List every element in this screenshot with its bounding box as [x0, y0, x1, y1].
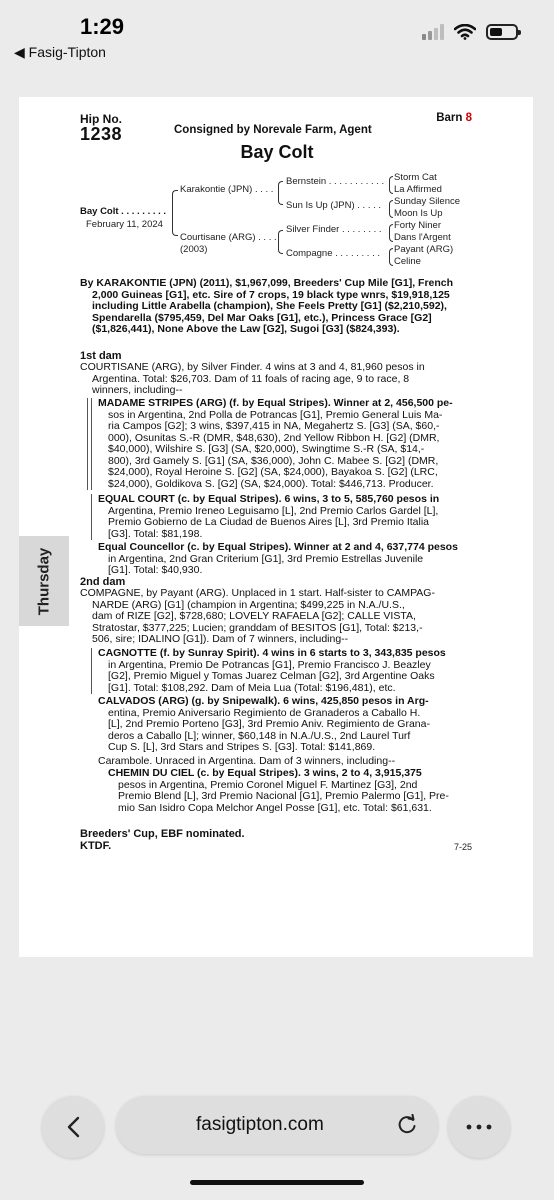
page-code: 7-25 [453, 842, 472, 852]
hip-label: Hip No. [80, 112, 122, 126]
offspring-bar [91, 398, 92, 490]
ktdf-note: KTDF. [80, 840, 112, 852]
offspring-carambole: Carambole. Unraced in Argentina. Dam of 3 winners, including-- [98, 755, 396, 767]
offspring-madame-stripes [98, 398, 475, 490]
text-line: Premio Gobierno de La Ciudad de Buenos Aires [L], 3rd Premio Italia [108, 516, 430, 528]
offspring-bar [87, 398, 88, 490]
chevron-left-icon [66, 1116, 80, 1138]
sire-summary [80, 278, 475, 336]
pedigree-brace [389, 176, 393, 194]
pedigree-sire-dam: Sun Is Up (JPN) . . . . . [286, 200, 382, 211]
pedigree-sire: Karakontie (JPN) . . . . [180, 184, 274, 195]
text-line: entina, Premio Aniversario Regimiento de Granaderos a Caballo H. [108, 706, 421, 719]
back-button[interactable] [42, 1096, 104, 1158]
text-line: Premio Blend [L], 3rd Premio Nacional [G1], Premio Palermo [G1], Pre- [118, 790, 449, 802]
text-line: in Argentina, 2nd Gran Criterium [G1], 3rd Premio Estrellas Juvenile [108, 552, 424, 565]
battery-icon [486, 24, 518, 40]
day-tab [19, 536, 69, 626]
back-to-app-link[interactable]: ◀ Fasig-Tipton [14, 44, 106, 60]
text-line: MADAME STRIPES (ARG) (f. by Equal Stripes). Winner at 2, 456,500 pe- [98, 397, 453, 409]
text-line: Cup S. [L], 3rd Stars and Stripes S. [G3]. Total: $141,869. [108, 741, 376, 753]
pedigree-ancestor: Sunday Silence [394, 196, 461, 207]
text-line: $40,000), Wilshire S. [G3] (SA, $20,000), Swingtime S.-R (SA, $14,- [108, 443, 425, 455]
text-line: Equal Councellor (c. by Equal Stripes). Winner at 2 and 4, 637,774 pesos [98, 541, 458, 553]
offspring-bar [91, 494, 92, 540]
offspring-chemin-du-ciel [108, 768, 475, 814]
text-line: EQUAL COURT (c. by Equal Stripes). 6 wins, 3 to 5, 585,760 pesos in [98, 493, 440, 505]
offspring-bar [91, 648, 92, 694]
sire-line: 2,000 Guineas [G1], etc. Sire of 7 crops, 19 black type wnrs, $19,918,125 [92, 288, 450, 301]
address-bar[interactable] [116, 1096, 438, 1154]
text-line: COMPAGNE, by Payant (ARG). Unplaced in 1 start. Half-sister to CAMPAG- [80, 587, 435, 599]
pedigree-brace [389, 248, 393, 266]
barn-label: Barn [436, 112, 463, 124]
text-line: ria Campos [G2]; 3 wins, $397,415 in NA, Megahertz S. [G3] (SA, $60,- [108, 420, 440, 432]
text-line: COURTISANE (ARG), by Silver Finder. 4 wins at 3 and 4, 81,960 pesos in [80, 361, 425, 373]
status-bar [0, 0, 554, 70]
first-dam-heading: 1st dam [80, 350, 122, 362]
pedigree-brace [278, 181, 283, 205]
more-button[interactable] [448, 1096, 510, 1158]
text-line: $24,000), Royal Heroine S. [G2] (SA, $24,000), Bayakoa S. [G2] (LRC, [108, 466, 438, 478]
hip-number: 1238 [80, 124, 123, 144]
pedigree-brace [389, 224, 393, 242]
browser-toolbar [0, 1080, 554, 1170]
barn [436, 112, 472, 124]
pedigree-dam-sire: Silver Finder . . . . . . . . [286, 224, 382, 235]
sire-line: including Little Arabella (champion), She Feels Pretty [G1] ($2,210,592), [92, 300, 447, 312]
second-dam-heading: 2nd dam [80, 576, 126, 588]
text-line: winners, including-- [92, 384, 183, 396]
pedigree-sire-sire: Bernstein . . . . . . . . . . . [286, 176, 385, 187]
text-line: [G3]. Total: $81,198. [108, 527, 203, 540]
home-indicator[interactable] [190, 1180, 364, 1185]
status-icons [422, 24, 518, 40]
pedigree-subject: Bay Colt . . . . . . . . . [80, 206, 167, 217]
text-line: Argentina, Premio Ireneo Leguisamo [L], 2nd Premio Carlos Gardel [L], [108, 504, 439, 517]
second-dam-intro [80, 588, 475, 646]
offspring-calvados [98, 696, 475, 754]
text-line: $24,000), Goldikova S. [G2] (SA, $24,000). Total: $446,713. Producer. [108, 477, 434, 490]
url-text[interactable]: fasigtipton.com [196, 1114, 324, 1135]
text-line: CALVADOS (ARG) (g. by Snipewalk). 6 wins, 425,850 pesos in Arg- [98, 695, 429, 707]
pedigree-brace [278, 230, 283, 254]
text-line: 800), 3rd Gamely S. [G1] (SA, $36,000), John C. Mabee S. [G2] (DMR, [108, 454, 439, 467]
text-line: [G1]. Total: $108,292. Dam of Meia Lua (Total: $196,481), etc. [108, 681, 396, 694]
text-line: Stratostar, $377,225; Lucien; granddam of BESITOS [G1], Total: $213,- [92, 621, 423, 634]
text-line: mio San Isidro Copa Melchor Angel Posse [G1], etc. Total: $61,631. [118, 801, 432, 814]
pedigree-ancestor: Dans l'Argent [394, 232, 451, 243]
text-line: deros a Caballo [L]; winner, $60,148 in N.A./U.S., 2nd Laurel Turf [108, 729, 411, 742]
pedigree-dam-dam: Compagne . . . . . . . . . [286, 248, 380, 259]
pedigree-ancestor: Storm Cat [394, 172, 437, 183]
text-line: CAGNOTTE (f. by Sunray Spirit). 4 wins in 6 starts to 3, 343,835 pesos [98, 647, 446, 659]
text-line: CHEMIN DU CIEL (c. by Equal Stripes). 3 wins, 2 to 4, 3,915,375 [108, 767, 422, 779]
offspring-equal-councellor [98, 542, 475, 577]
pedigree-ancestor: Forty Niner [394, 220, 441, 231]
text-line: [G2], Premio Miguel y Tomas Juarez Celman [G2], 3rd Argentine Oaks [108, 670, 435, 682]
reload-icon[interactable] [396, 1114, 418, 1136]
text-line: [G1]. Total: $40,930. [108, 564, 203, 576]
text-line: NARDE (ARG) [G1] (champion in Argentina; $499,225 in N.A./U.S., [92, 598, 405, 611]
day-tab-label: Thursday [35, 547, 53, 615]
text-line: 000), Osunitas S.-R (DMR, $48,630), 2nd Yellow Ribbon H. [G2] (DMR, [108, 431, 440, 444]
sire-line: Spendarella ($795,459, Del Mar Oaks [G1], etc.), Princess Grace [G2] [92, 311, 432, 324]
more-icon [466, 1124, 492, 1130]
nominations: Breeders' Cup, EBF nominated. [80, 828, 245, 840]
text-line: in Argentina, Premio De Potrancas [G1], Premio Francisco J. Beazley [108, 658, 431, 671]
text-line: pesos in Argentina, Premio Coronel Miguel F. Martinez [G3], 2nd [118, 778, 418, 791]
pedigree-dam: Courtisane (ARG) . . . . [180, 232, 277, 243]
horse-title: Bay Colt [240, 142, 314, 162]
pedigree-dam-year: (2003) [180, 244, 208, 255]
text-line: sos in Argentina, 2nd Polla de Potrancas [G1], Premio General Luis Ma- [108, 408, 443, 421]
pedigree-ancestor: Payant (ARG) [394, 244, 454, 255]
pedigree-brace [389, 200, 393, 218]
sire-line: By KARAKONTIE (JPN) (2011), $1,967,099, Breeders' Cup Mile [G1], French [80, 277, 454, 289]
pedigree-ancestor: Moon Is Up [394, 208, 443, 219]
clock: 1:29 [80, 14, 125, 39]
pedigree-ancestor: La Affirmed [394, 184, 442, 195]
wifi-icon [454, 24, 476, 40]
text-line: [L], 2nd Premio Porteno [G3], 3rd Premio Aniv. Regimiento de Grana- [108, 718, 430, 730]
text-line: dam of RIZE [G2], $728,680; LOVELY RAFAELA [G2]; CALLE VISTA, [92, 610, 416, 622]
pedigree-brace [172, 190, 178, 236]
text-line: Argentina. Total: $26,703. Dam of 11 foals of racing age, 9 to race, 8 [92, 372, 410, 385]
signal-icon [422, 24, 444, 40]
sire-line: ($1,826,441), None Above the Law [G2], Sugoi [G3] ($824,393). [92, 323, 400, 335]
text-line: 506, sire; IDALINO [G1]). Dam of 7 winners, including-- [92, 633, 349, 645]
offspring-cagnotte [98, 648, 475, 694]
pedigree-ancestor: Celine [394, 256, 421, 267]
barn-number: 8 [465, 112, 472, 124]
foaling-date: February 11, 2024 [86, 219, 163, 230]
offspring-equal-court [98, 494, 475, 540]
consignor: Consigned by Norevale Farm, Agent [174, 124, 372, 136]
first-dam-intro [80, 362, 475, 397]
